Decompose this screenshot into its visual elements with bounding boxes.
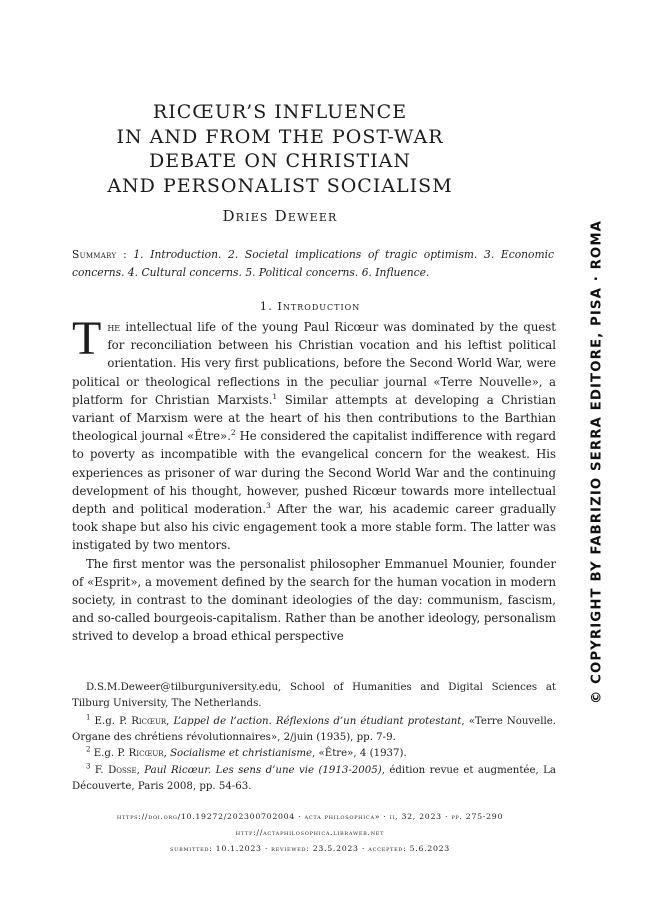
footnote-3-post: , édition revue et augmentée, La Découverte, Paris 2008, pp. 54-63.	[72, 764, 556, 792]
footnote-3-author: Dosse	[108, 764, 137, 776]
footnote-2-sep: ,	[163, 748, 171, 760]
footnote-3-sep: ,	[136, 764, 145, 776]
title-line-4: AND PERSONALIST SOCIALISM	[107, 174, 453, 197]
footnote-ref-1[interactable]: 1	[272, 391, 278, 401]
footnote-3-number: 3	[86, 762, 91, 771]
title-line-3: DEBATE ON CHRISTIAN	[148, 150, 412, 172]
footnote-1-number: 1	[86, 713, 91, 722]
footnote-ref-3[interactable]: 3	[266, 501, 271, 511]
drop-cap: T	[72, 312, 102, 365]
footnotes	[72, 680, 556, 795]
footnote-ref-2[interactable]: 2	[230, 428, 236, 438]
footnote-1-post: , «Terre Nouvelle. Organe des chrétiens révolutionnaires», 2/juin (1935), pp. 7-9.	[72, 716, 556, 743]
body-text	[72, 312, 556, 646]
title-line-2: IN AND FROM THE POST-WAR	[116, 125, 444, 148]
paragraph-1	[72, 312, 556, 555]
title-line-1: RICŒUR’S INFLUENCE	[152, 101, 408, 123]
sentence-3: He considered the capitalist indifference with regard to poverty as incompatible with the evangelical concern for the weakest. His experiences as prisoner of war during the Second World War and the continuing development of his thought, however, pushed Ricœur towards more intellectual depth and political moderation.	[72, 429, 556, 517]
footnote-2-author: Ricœur	[128, 748, 164, 760]
footnote-1-sep: ,	[166, 716, 174, 728]
article-title	[0, 100, 560, 198]
footnote-2-post: , «Être», 4 (1937).	[312, 748, 407, 760]
article-summary: Summary : 1. Introduction. 2. Societal implications of tragic optimism. 3. Economic concerns. 4. Cultural concerns. 5. Political concerns. 6. Influence.	[72, 248, 554, 279]
sentence-1: intellectual life of the young Paul Ricœur was dominated by the quest for reconciliation between his Christian vocation and his leftist political orientation. His very first publications, before the Second World War, were political or theological reflections in the peculiar journal «Terre Nouvelle», a platform for Christian Marxists.	[72, 320, 556, 407]
submission-dates: submitted: 10.1.2023 · reviewed: 23.5.2023 · accepted: 5.6.2023	[170, 844, 450, 853]
footnote-3	[72, 763, 556, 794]
footnote-3-pre: F.	[90, 764, 109, 776]
footnote-2	[72, 746, 556, 762]
author-affiliation: D.S.M.Deweer@tilburguniversity.edu, School of Humanities and Digital Sciences at Tilburg University, The Netherlands.	[72, 682, 556, 709]
footnote-2-title: Socialisme et christianisme	[170, 748, 313, 760]
doi-line[interactable]: https://doi.org/10.19272/202300702004 · acta philosophica» · ii, 32, 2023 · pp. 275-290	[116, 812, 504, 821]
copyright-notice: © COPYRIGHT BY FABRIZIO SERRA EDITORE, PISA · ROMA	[589, 219, 605, 705]
sentence-2: Similar attempts at developing a Christian variant of Marxism were at the heart of his then contributions to the Barthian theological journal «Être».	[72, 392, 556, 444]
footnote-1	[72, 714, 556, 745]
journal-url[interactable]: http://actaphilosophica.libraweb.net	[235, 828, 385, 837]
paragraph-lead: he	[107, 320, 121, 334]
summary-label: Summary	[72, 248, 117, 261]
footnote-1-title: L’appel de l’action. Réflexions d’un étudiant protestant	[173, 716, 462, 728]
footnote-1-author: Ricœur	[131, 716, 167, 728]
footnote-1-pre: E.g. P.	[90, 716, 132, 728]
summary-text: 1. Introduction. 2. Societal implications of tragic optimism. 3. Economic concerns. 4. Cultural concerns. 5. Political concerns. 6. Influence.	[72, 248, 554, 279]
article-author: Dries Deweer	[222, 207, 338, 225]
section-heading: 1. Introduction	[259, 299, 361, 313]
footnote-3-title: Paul Ricœur. Les sens d’une vie (1913-2005)	[144, 764, 382, 776]
sentence-4: After the war, his academic career gradually took shape but also his civic engagement took a more stable form. The latter was instigated by two mentors.	[72, 502, 556, 553]
footnote-2-number: 2	[86, 745, 91, 754]
paragraph-2: The first mentor was the personalist philosopher Emmanuel Mounier, founder of «Esprit», a movement defined by the search for the human vocation in modern society, in contrast to the dominant ideologies of the day: communism, fascism, and so-called bourgeois-capitalism. Rather than be another ideology, personalism strived to develop a broad ethical perspective	[72, 556, 556, 644]
footnote-2-pre: E.g. P.	[90, 748, 129, 760]
